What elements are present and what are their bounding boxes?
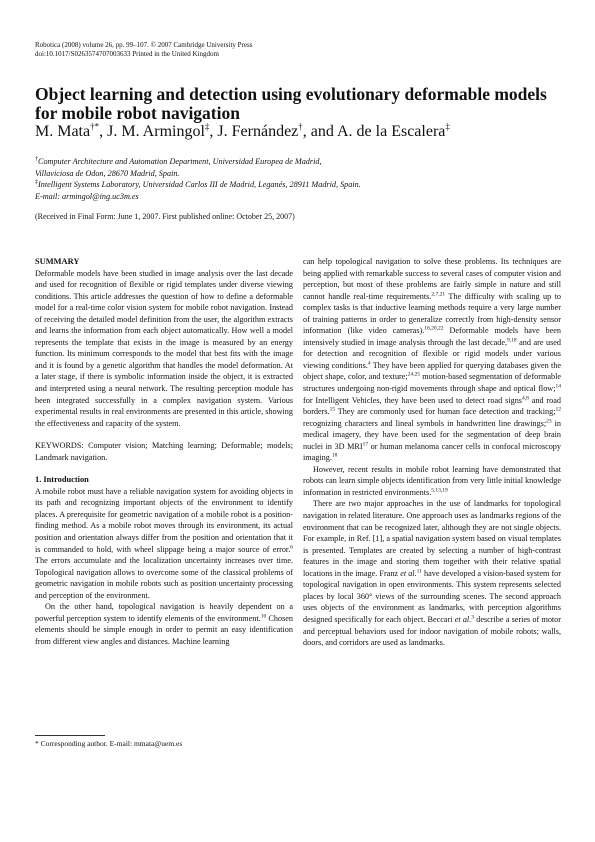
citation-ref: 4 <box>367 360 371 367</box>
journal-doi: doi:10.1017/S0263574707003633 Printed in the United Kingdom <box>35 50 219 58</box>
intro-paragraph-2: On the other hand, topological navigation is heavily dependent on a powerful perception system to identify elements of the environment.$^{10}$ Chosen elements should be simple enough in order to permit an easy identification from different view angles and distances. Machine learning <box>35 602 293 646</box>
citation-ref: 17 <box>362 441 369 448</box>
received-dates: (Received in Final Form: June 1, 2007. First published online: October 25, 2007) <box>35 212 295 221</box>
citation-ref: 6 <box>290 543 293 550</box>
left-column <box>35 256 293 648</box>
author-mark: †* <box>90 121 100 132</box>
author-name: , and A. de la Escalera <box>302 123 446 140</box>
author-list <box>35 122 560 141</box>
contact-email: E-mail: armingol@ing.uc3m.es <box>35 191 139 201</box>
author-name: , J. M. Armingol <box>99 123 205 140</box>
right-column <box>303 256 561 649</box>
paper-title: Object learning and detection using evolutionary deformable models for mobile robot navigation <box>35 84 547 123</box>
intro-paragraph-1: A mobile robot must have a reliable navigation system for avoiding objects in its path and recognizing important objects of the environment to identify places. A prerequisite for geometric navigation of a mobile robot is a position-finding method. As a mobile robot moves through its environment, its actual position and orientation always differ from the position and orientation that it is commanded to hold, with wheel slippage being a major source of error.$^6$ The errors accumulate and the localization uncertainty increases over time. Topological navigation allows to overcome some of the classical problems of geometric navigation in mobile robots such as position uncertainty processing and perception of the environment. <box>35 486 293 600</box>
citation-ref: 5,13,19 <box>431 487 448 494</box>
intro-paragraph-4: However, recent results in mobile robot learning have demonstrated that robots can learn simple objects identification from very little initial knowledge information in restricted environments.$^{5,13,19}$ <box>303 464 561 497</box>
citation-ref: 24,25 <box>407 371 421 378</box>
citation-ref: 14 <box>555 383 561 390</box>
affiliations <box>35 156 560 202</box>
citation-ref: 10 <box>260 613 267 620</box>
author-name: M. Mata <box>35 123 91 140</box>
footnote-rule <box>35 735 105 736</box>
citation-ref: 23 <box>546 417 552 424</box>
author-name: , J. Fernández <box>209 123 299 140</box>
citation-ref: 9,18 <box>507 337 517 344</box>
citation-ref: 15 <box>329 406 336 413</box>
author-mark: ‡ <box>445 121 450 132</box>
intro-paragraph-5: There are two major approaches in the use of landmarks for topological navigation in related literature. One approach uses as landmarks regions of the environment that can be recognized later, although they are not single objects. For example, in Ref. [1], a spatial navigation system based on visual templates is presented. Templates are created by selecting a number of high-contrast features in the image and storing them together with their relative spatial locations in the image. Franz et al.$^{11}$ have developed a vision-based system for topological navigation in open environments. This system represents selected places by local 360° views of the surrounding scenes. The second approach uses objects of the environment as landmarks, with perception algorithms designed specifically for each object. Beccari et al.$^3$ describe a series of motor and perceptual behaviors used for indoor navigation of mobile robots; walls, doors, and corridors are used as landmarks. <box>303 499 562 648</box>
author-mark: ‡ <box>204 121 210 132</box>
citation-ref: 11 <box>416 568 422 575</box>
author-mark: † <box>298 121 303 132</box>
citation-ref: 12 <box>555 406 561 413</box>
citation-ref: 2,7,21 <box>431 290 446 297</box>
affiliation-1: †Computer Architecture and Automation Department, Universidad Europea de Madrid, <box>35 156 322 166</box>
keywords: KEYWORDS: Computer vision; Matching learning; Deformable; models; Landmark navigation. <box>35 441 293 462</box>
citation-ref: 3 <box>471 614 475 621</box>
citation-ref: 4,8 <box>521 394 529 401</box>
citation-ref: 16,20,22 <box>424 325 444 332</box>
journal-citation: Robotica (2008) volume 26, pp. 99–107. © 2007 Cambridge University Press <box>35 41 253 49</box>
summary-heading: SUMMARY <box>35 257 80 266</box>
summary-text: Deformable models have been studied in image analysis over the last decade and used for recognition of flexible or rigid templates under diverse viewing conditions. This article addresses the question of how to define a deformable model for a real-time color vision system for mobile robot navigation. Instead of receiving the detailed model definition from the user, the algorithm extracts and learns the information from each object automatically. How well a model represents the template that exists in the image is measured by an energy function. Its minimum corresponds to the model that best fits with the image and it is found by a genetic algorithm that handles the model deformation. At a later stage, if there is symbolic information inside the object, it is extracted and interpreted using a neural network. The resulting perception module has been integrated successfully in a complex navigation system. Various experimental results in real environments are presented in this article, showing the effectiveness and capacity of the system. <box>35 268 293 428</box>
affiliation-1-cont: Villaviciosa de Odon, 28670 Madrid, Spain. <box>35 168 180 178</box>
footnote: * Corresponding author. E-mail: mmata@uem.es <box>35 739 183 748</box>
journal-header <box>35 41 252 59</box>
citation-ref: 18 <box>331 452 338 459</box>
intro-paragraph-3: can help topological navigation to solve these problems. Its techniques are being applied with remarkable success to several cases of computer vision and perception, but most of these problems are fairly simple in nature and still cannot handle real-time requirements.$^{2,7,21}$ The difficulty with scaling up to complex tasks is that inductive learning methods require a very large number of training patterns in order to generalize correctly from high-density sensor information (like video cameras).$^{16,20,22}$ Deformable models have been intensively studied in image analysis through the last decade,$^{9,18}$ and are used for detection and recognition of flexible or rigid models under various viewing conditions.$^4$ They have been applied for querying databases given the object shape, color, and texture;$^{24,25}$ motion-based segmentation of deformable structures undergoing non-rigid movements through shape and optical flow;$^{14}$ for Intelligent Vehicles, they have been used to detect road signs$^{4,8}$ and road borders.$^{15}$ They are commonly used for human face detection and tracking;$^{12}$ recognizing characters and lineal symbols in handwritten line drawings;$^{23}$ in medical imagery, they have been used for the segmentation of deep brain nuclei in 3D MRI$^{17}$ or human melanoma cancer cells in confocal microscopy imaging.$^{18}$ <box>303 257 562 463</box>
section-heading-introduction: 1. Introduction <box>35 475 89 485</box>
affiliation-2: ‡Intelligent Systems Laboratory, Universidad Carlos III de Madrid, Leganés, 28911 Madrid, Spain. <box>35 179 361 190</box>
